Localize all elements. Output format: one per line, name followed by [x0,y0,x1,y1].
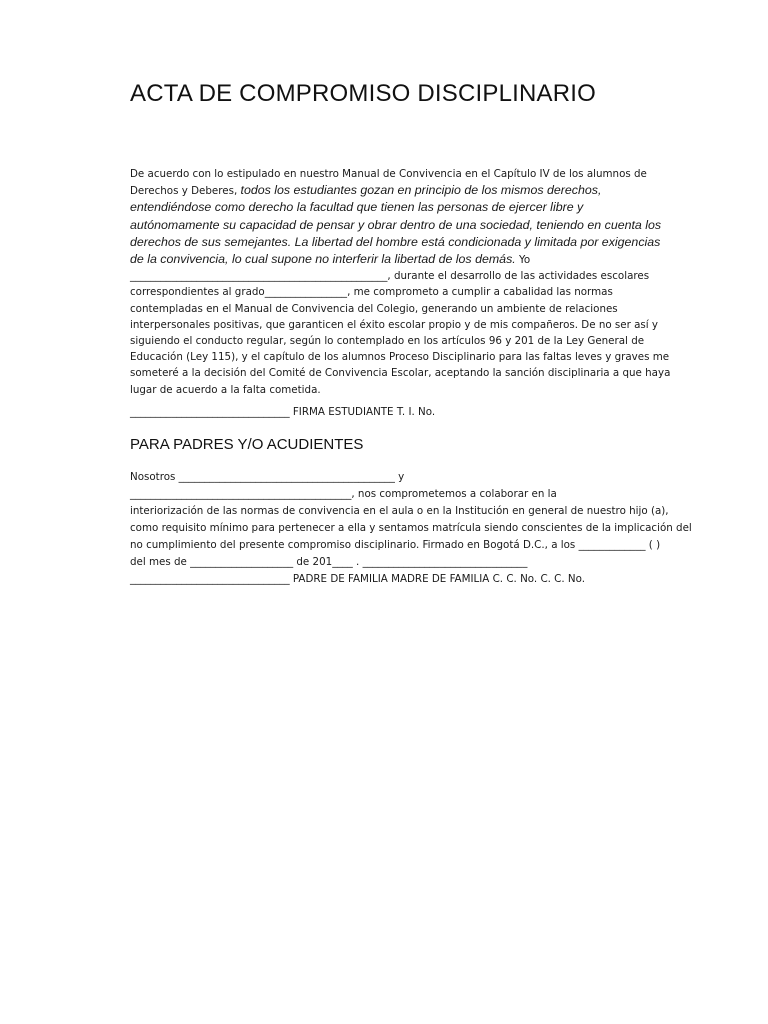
document-page [130,80,692,588]
parents-section-heading: PARA PADRES Y/O ACUDIENTES [130,435,364,453]
parents-line: interiorización de las normas de convivencia en el aula o en la Institución en general de nuestro hijo (a), [130,504,669,517]
parents-line: Nosotros __________________________________________ y [130,470,405,483]
parents-signature-line: _______________________________ PADRE DE FAMILIA MADRE DE FAMILIA C. C. No. C. C. No. [130,572,586,585]
parents-line: del mes de ____________________ de 201____ . ________________________________ [130,555,528,568]
parents-line: como requisito mínimo para pertenecer a ella y sentamos matrícula siendo conscientes de la implicación del [130,521,692,534]
paragraph-intro: De acuerdo con lo estipulado en nuestro Manual de Convivencia en el Capítulo IV de los alumnos de Derechos y Deberes, [130,168,647,198]
paragraph-commitment: Yo __________________________________________________, durante el desarrollo de las actividades escolares correspondientes al grado________________, me comprometo a cumplir a cabalidad las normas contempladas en el Manual de Convivencia del Colegio, generando un ambiente de relaciones interpersonales positivas, que garanticen el éxito escolar propio y de mis compañeros. De no ser así y siguiendo el conducto regular, según lo contemplado en los artículos 96 y 201 de la Ley General de Educación (Ley 115), y el capítulo de los alumnos Proceso Disciplinario para las faltas leves y graves me someteré a la decisión del Comité de Convivencia Escolar, aceptando la sanción disciplinaria a que haya lugar de acuerdo a la falta cometida. [130,254,671,396]
document-title: ACTA DE COMPROMISO DISCIPLINARIO [130,80,597,107]
parents-line: ___________________________________________, nos comprometemos a colaborar en la [130,487,557,500]
parents-paragraph [130,469,692,588]
commitment-paragraph [130,166,676,398]
student-signature-line: _______________________________ FIRMA ESTUDIANTE T. I. No. [130,405,436,418]
parents-line: no cumplimiento del presente compromiso disciplinario. Firmado en Bogotá D.C., a los _____________ ( ) [130,538,661,551]
paragraph-italic-quote: todos los estudiantes gozan en principio de los mismos derechos, entendiéndose como derecho la facultad que tienen las personas de ejercer libre y autónomamente su capacidad de pensar y obrar dentro de una sociedad, teniendo en cuenta los derechos de sus semejantes. La libertad del hombre está condicionada y limitada por exigencias de la convivencia, lo cual supone no interferir la libertad de los demás. [130,183,662,267]
